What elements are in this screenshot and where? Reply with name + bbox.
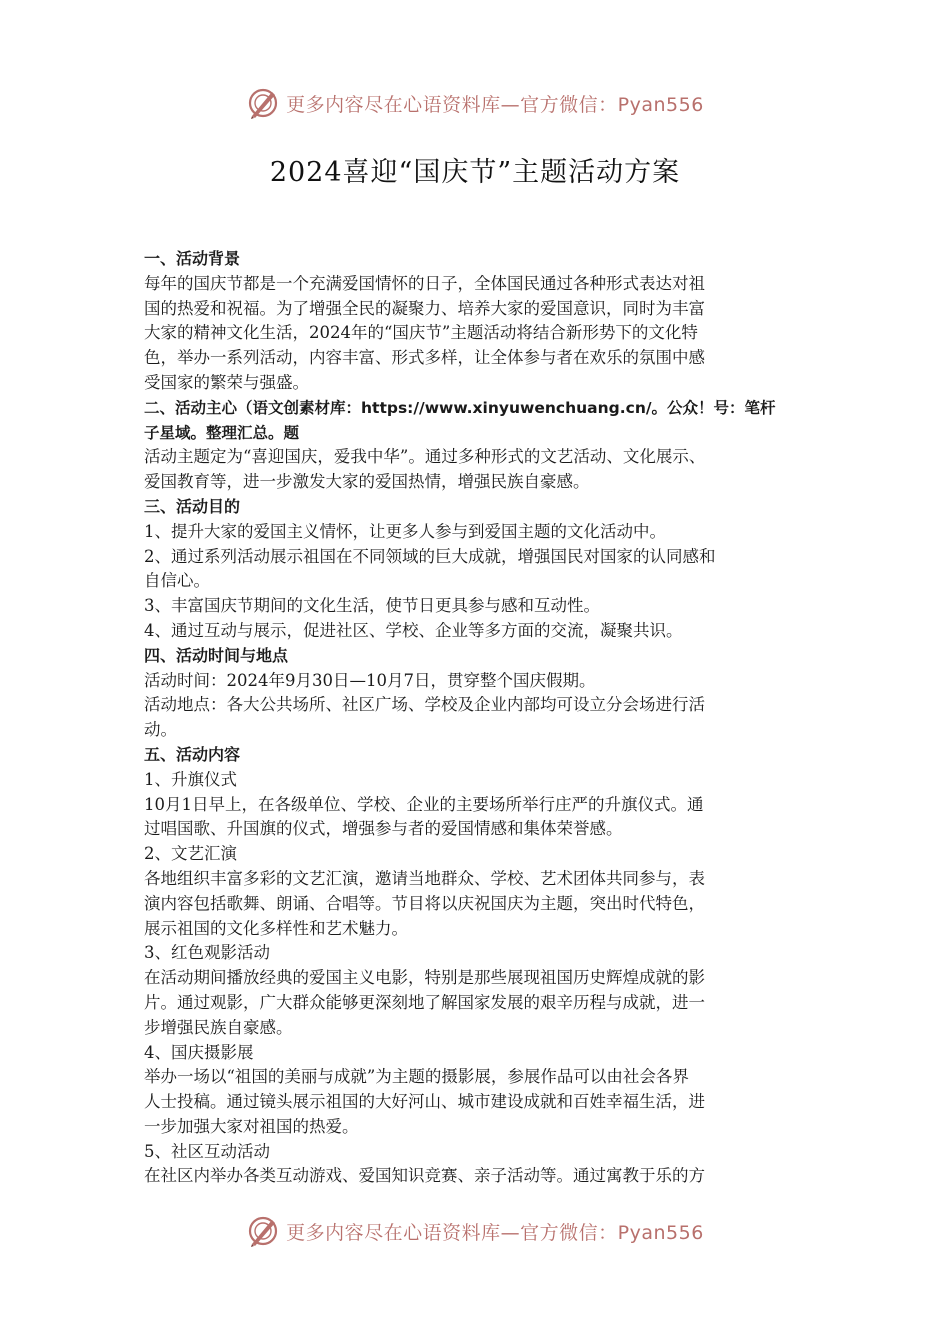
text-line: 5、社区互动活动 (144, 1141, 270, 1161)
watermark-text: 更多内容尽在心语资料库—官方微信：Pyan556 (286, 93, 704, 116)
text-line: 国的热爱和祝福。为了增强全民的凝聚力、培养大家的爱国意识，同时为丰富 (144, 298, 705, 318)
pen-logo-icon (246, 1214, 280, 1248)
text-line: 举办一场以“祖国的美丽与成就”为主题的摄影展，参展作品可以由社会各界 (144, 1067, 689, 1087)
text-line: 人士投稿。通过镜头展示祖国的大好河山、城市建设成就和百姓幸福生活，进 (144, 1092, 705, 1112)
header-watermark (0, 83, 950, 123)
footer-watermark (0, 1211, 950, 1251)
section-heading: 一、活动背景 (144, 249, 241, 268)
text-line: 过唱国歌、升国旗的仪式，增强参与者的爱国情感和集体荣誉感。 (144, 819, 623, 839)
text-line: 一步加强大家对祖国的热爱。 (144, 1116, 359, 1136)
text-line: 在社区内举办各类互动游戏、爱国知识竞赛、亲子活动等。通过寓教于乐的方 (144, 1166, 705, 1186)
text-line: 步增强民族自豪感。 (144, 1017, 293, 1037)
text-line: 动。 (144, 720, 177, 740)
text-line: 自信心。 (144, 571, 210, 591)
text-line: 1、提升大家的爱国主义情怀，让更多人参与到爱国主题的文化活动中。 (144, 521, 666, 541)
text-line: 色，举办一系列活动，内容丰富、形式多样，让全体参与者在欢乐的氛围中感 (144, 348, 705, 368)
section-heading: 四、活动时间与地点 (144, 645, 289, 665)
section-heading: 三、活动目的 (144, 496, 241, 516)
text-line: 二、活动主心（语文创素材库：https://www.xinyuwenchuang.cn/。公众！号：笔杆 (144, 398, 776, 417)
text-line: 活动地点：各大公共场所、社区广场、学校及企业内部均可设立分会场进行活 (144, 695, 705, 715)
pen-logo-icon (246, 86, 280, 120)
text-line: 2、通过系列活动展示祖国在不同领域的巨大成就，增强国民对国家的认同感和 (144, 546, 716, 566)
text-line: 大家的精神文化生活，2024年的“国庆节”主题活动将结合新形势下的文化特 (144, 323, 698, 343)
document-body (144, 247, 819, 1189)
text-line: 3、红色观影活动 (144, 943, 270, 963)
text-line: 每年的国庆节都是一个充满爱国情怀的日子，全体国民通过各种形式表达对祖 (144, 273, 705, 293)
text-line: 在活动期间播放经典的爱国主义电影，特别是那些展现祖国历史辉煌成就的影 (144, 968, 705, 988)
text-line: 4、通过互动与展示，促进社区、学校、企业等多方面的交流，凝聚共识。 (144, 620, 683, 640)
document-title: 2024喜迎“国庆节”主题活动方案 (269, 157, 681, 188)
text-line: 各地组织丰富多彩的文艺汇演，邀请当地群众、学校、艺术团体共同参与，表 (144, 868, 705, 888)
text-line: 10月1日早上，在各级单位、学校、企业的主要场所举行庄严的升旗仪式。通 (144, 794, 704, 814)
text-line: 爱国教育等，进一步激发大家的爱国热情，增强民族自豪感。 (144, 472, 590, 492)
text-line: 3、丰富国庆节期间的文化生活，使节日更具参与感和互动性。 (144, 596, 600, 616)
text-line: 展示祖国的文化多样性和艺术魅力。 (144, 918, 408, 938)
section-heading: 五、活动内容 (144, 744, 241, 764)
text-line: 子星域。整理汇总。题 (144, 423, 300, 442)
text-line: 4、国庆摄影展 (144, 1042, 254, 1062)
text-line: 受国家的繁荣与强盛。 (144, 372, 309, 392)
text-line: 演内容包括歌舞、朗诵、合唱等。节目将以庆祝国庆为主题，突出时代特色， (144, 893, 705, 913)
text-line: 2、文艺汇演 (144, 844, 237, 864)
text-line: 1、升旗仪式 (144, 769, 237, 789)
text-line: 片。通过观影，广大群众能够更深刻地了解国家发展的艰辛历程与成就，进一 (144, 992, 705, 1012)
watermark-text: 更多内容尽在心语资料库—官方微信：Pyan556 (286, 1221, 704, 1244)
text-line: 活动主题定为“喜迎国庆，爱我中华”。通过多种形式的文艺活动、文化展示、 (144, 447, 706, 467)
text-line: 活动时间：2024年9月30日—10月7日，贯穿整个国庆假期。 (144, 670, 596, 690)
